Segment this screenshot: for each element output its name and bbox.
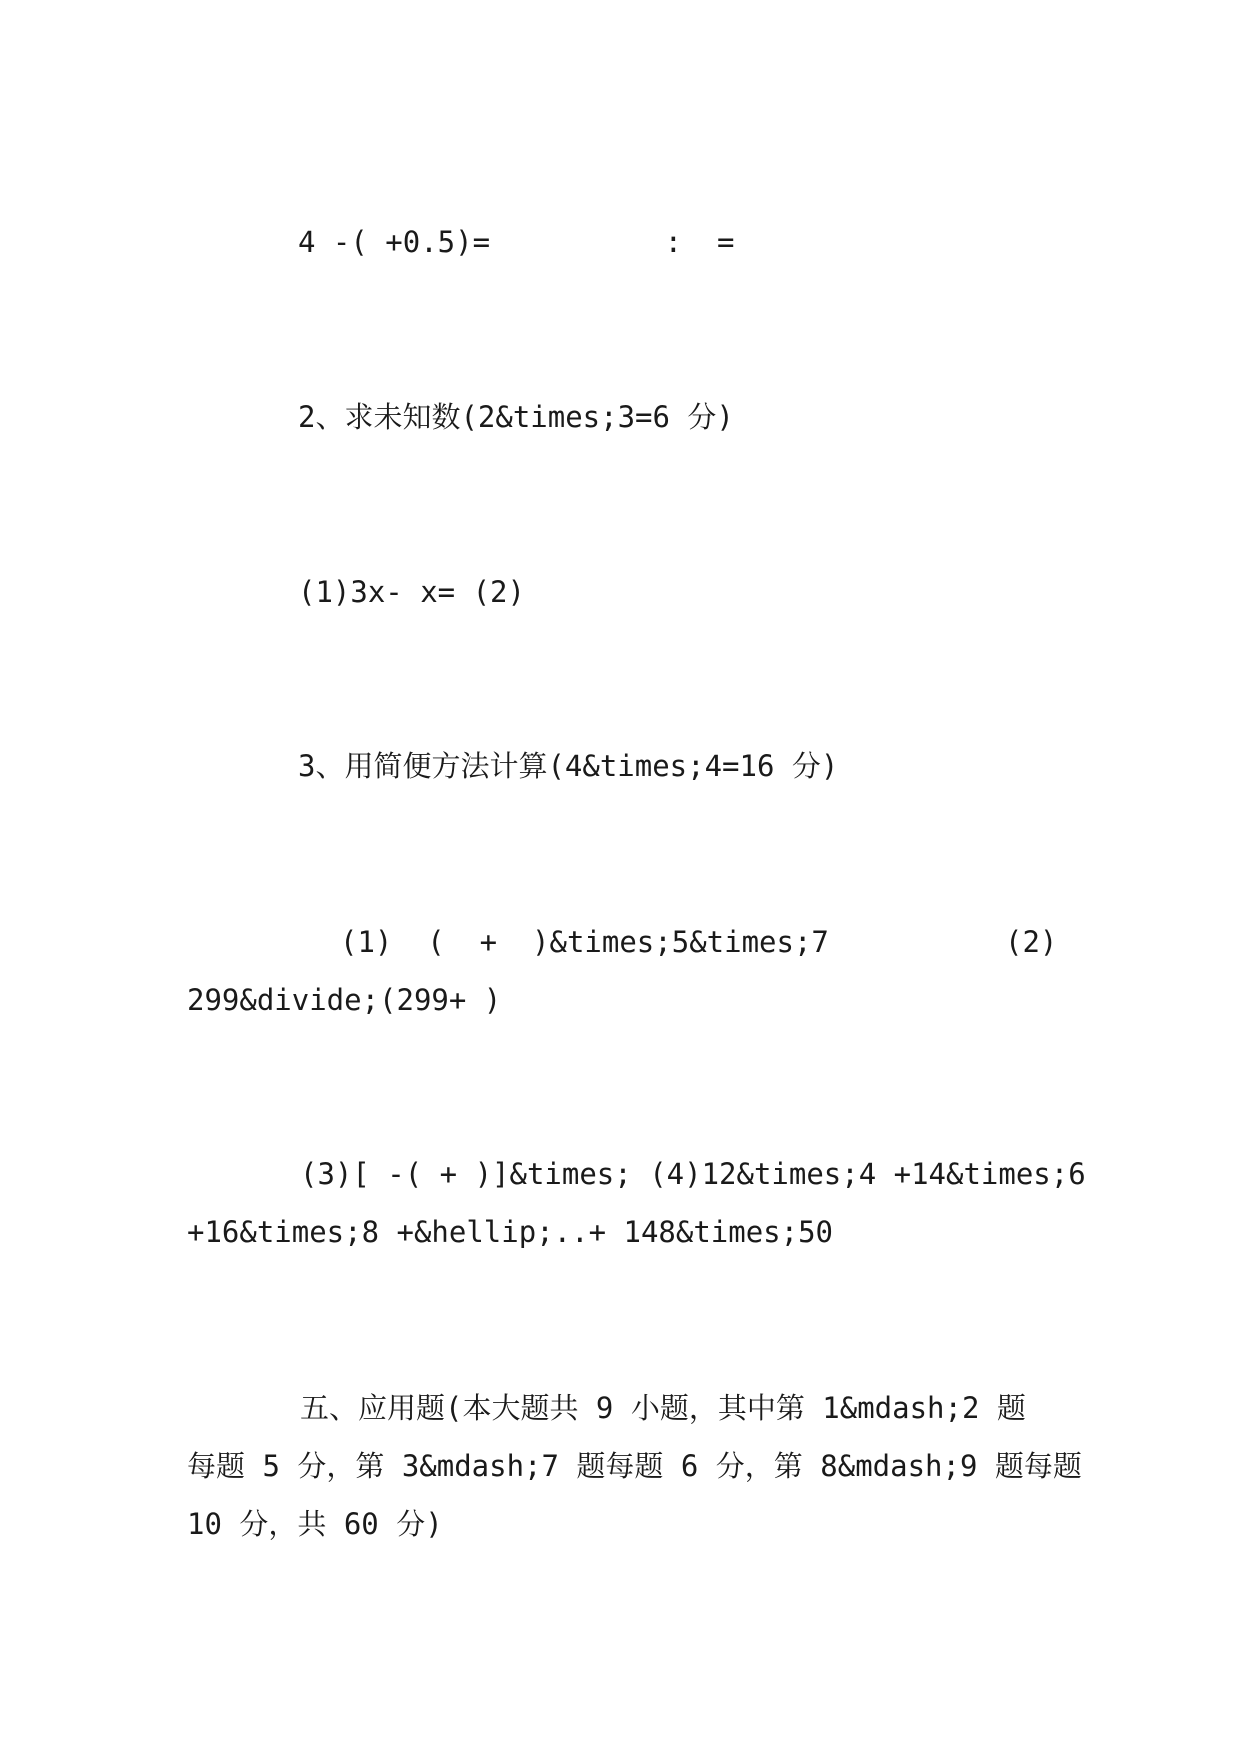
simplify-problem-4-continued: +16&times;8 +&hellip;..+ 148&times;50 [187,1215,834,1249]
section-5-heading: 五、应用题(本大题共 9 小题，其中第 1&mdash;2 题 [300,1391,1026,1425]
simplify-problems-3-4: (3)[ -( + )]&times; (4)12&times;4 +14&times;6 [300,1157,1086,1191]
simplify-problem-2-label: (2) [1005,925,1058,959]
equation-line-1: 4 -( +0.5)= : = [298,225,735,259]
section-5-heading-line-3: 10 分，共 60 分) [187,1507,443,1541]
simplify-problem-2: 299&divide;(299+ ) [187,983,502,1017]
section-3-heading: 3、用简便方法计算(4&times;4=16 分) [298,749,839,783]
section-5-heading-line-2: 每题 5 分，第 3&mdash;7 题每题 6 分，第 8&mdash;9 题每题 [187,1449,1082,1483]
unknown-equations-line: (1)3x- x= (2) [298,575,525,609]
section-2-heading: 2、求未知数(2&times;3=6 分) [298,400,734,434]
simplify-problem-1: (1) ( + )&times;5&times;7 [340,925,829,959]
